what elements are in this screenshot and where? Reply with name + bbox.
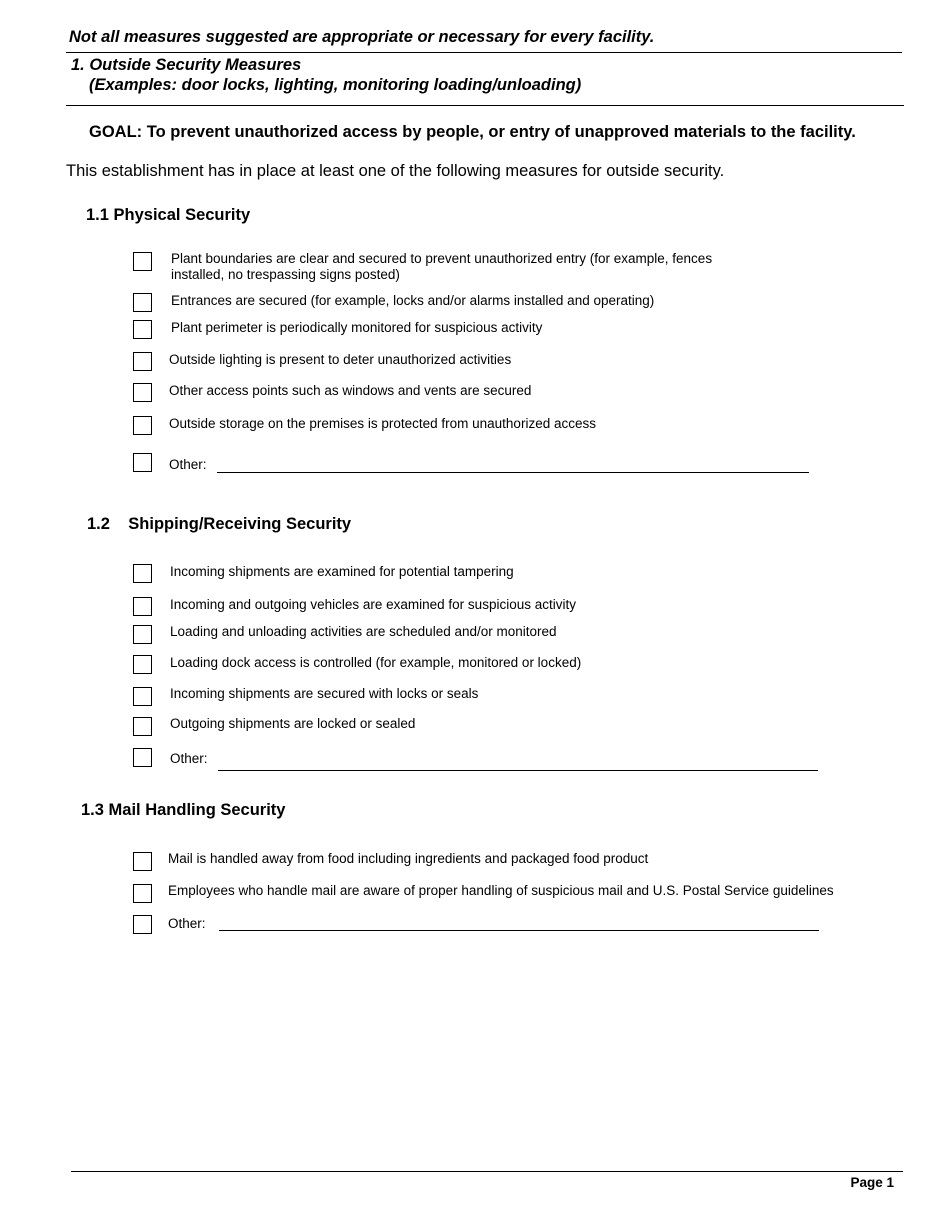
shipping-other-checkbox[interactable]: [133, 748, 152, 767]
divider-section: [66, 105, 904, 106]
shipping-security-heading: 1.2 Shipping/Receiving Security: [87, 515, 352, 533]
shipping-item-3-label: Loading and unloading activities are scheduled and/or monitored: [170, 624, 557, 639]
mail-item-2-checkbox[interactable]: [133, 884, 152, 903]
divider-top: [66, 52, 902, 53]
mail-other-input[interactable]: [219, 914, 819, 931]
physical-item-6-checkbox[interactable]: [133, 416, 152, 435]
shipping-other-input[interactable]: [218, 754, 818, 771]
shipping-item-2-checkbox[interactable]: [133, 597, 152, 616]
page-number: Page 1: [850, 1175, 894, 1190]
section-title: 1. Outside Security Measures: [71, 56, 302, 74]
mail-other-label: Other:: [168, 916, 206, 931]
shipping-other-label: Other:: [170, 751, 208, 766]
mail-item-1-label: Mail is handled away from food including ingredients and packaged food product: [168, 851, 649, 866]
shipping-item-1-checkbox[interactable]: [133, 564, 152, 583]
mail-security-heading: 1.3 Mail Handling Security: [81, 801, 286, 819]
physical-item-4-label: Outside lighting is present to deter unauthorized activities: [169, 352, 512, 367]
shipping-item-6-checkbox[interactable]: [133, 717, 152, 736]
shipping-item-5-checkbox[interactable]: [133, 687, 152, 706]
mail-other-checkbox[interactable]: [133, 915, 152, 934]
physical-item-5-label: Other access points such as windows and vents are secured: [169, 383, 532, 398]
disclaimer-note: Not all measures suggested are appropriate or necessary for every facility.: [69, 28, 655, 46]
shipping-item-4-label: Loading dock access is controlled (for example, monitored or locked): [170, 655, 582, 670]
physical-item-2-label: Entrances are secured (for example, locks and/or alarms installed and operating): [171, 293, 655, 308]
shipping-item-5-label: Incoming shipments are secured with locks or seals: [170, 686, 479, 701]
physical-other-label: Other:: [169, 457, 207, 472]
physical-item-1-checkbox[interactable]: [133, 252, 152, 271]
physical-other-input[interactable]: [217, 456, 809, 473]
physical-item-3-checkbox[interactable]: [133, 320, 152, 339]
physical-item-3-label: Plant perimeter is periodically monitored for suspicious activity: [171, 320, 543, 335]
shipping-item-4-checkbox[interactable]: [133, 655, 152, 674]
physical-item-6-label: Outside storage on the premises is protected from unauthorized access: [169, 416, 596, 431]
physical-item-2-checkbox[interactable]: [133, 293, 152, 312]
physical-item-4-checkbox[interactable]: [133, 352, 152, 371]
shipping-item-1-label: Incoming shipments are examined for potential tampering: [170, 564, 514, 579]
mail-item-2-label: Employees who handle mail are aware of proper handling of suspicious mail and U.S. Postal Service guidelines: [168, 883, 834, 898]
physical-item-1-label: Plant boundaries are clear and secured to prevent unauthorized entry (for example, fences installed, no trespassing signs posted): [171, 251, 713, 282]
goal-statement: GOAL: To prevent unauthorized access by people, or entry of unapproved materials to the facility.: [89, 123, 856, 141]
shipping-item-2-label: Incoming and outgoing vehicles are examined for suspicious activity: [170, 597, 576, 612]
divider-footer: [71, 1171, 903, 1172]
physical-other-checkbox[interactable]: [133, 453, 152, 472]
physical-security-heading: 1.1 Physical Security: [86, 206, 251, 224]
shipping-item-3-checkbox[interactable]: [133, 625, 152, 644]
shipping-item-6-label: Outgoing shipments are locked or sealed: [170, 716, 416, 731]
intro-text: This establishment has in place at least one of the following measures for outside security.: [66, 162, 725, 180]
mail-item-1-checkbox[interactable]: [133, 852, 152, 871]
physical-item-5-checkbox[interactable]: [133, 383, 152, 402]
section-subtitle: (Examples: door locks, lighting, monitoring loading/unloading): [89, 76, 582, 94]
